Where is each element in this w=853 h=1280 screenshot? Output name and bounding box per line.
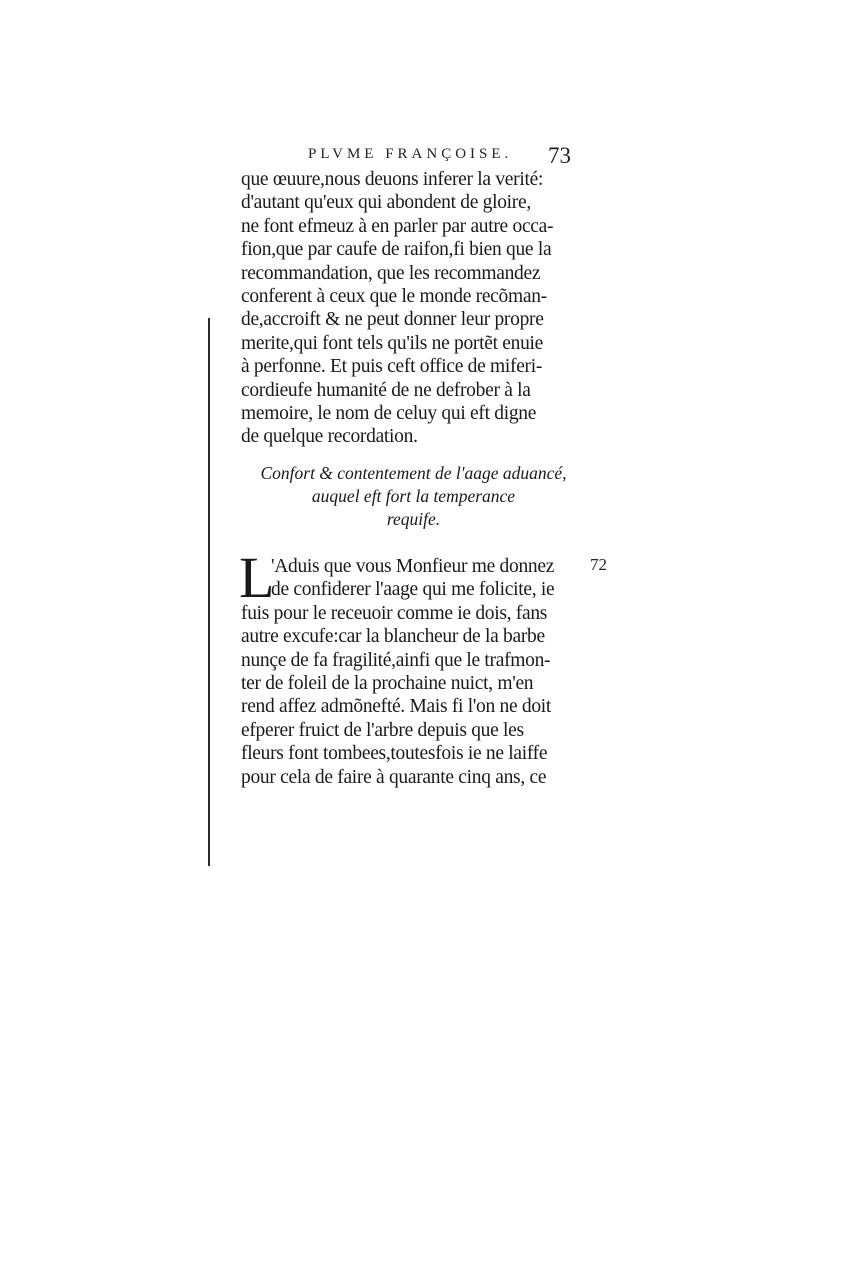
text-line: que œuure,nous deuons inferer la verité: (241, 169, 544, 190)
text-line: autre excufe:car la blancheur de la barbe (241, 626, 545, 648)
text-line: fuis pour le receuoir comme ie dois, fans (241, 602, 548, 624)
text-line: efperer fruict de l'arbre depuis que les (241, 719, 524, 741)
text-line: cordieufe humanité de ne defrober à la (241, 379, 531, 401)
paragraph-continued (241, 168, 586, 449)
text-line: recommandation, que les recommandez (241, 262, 541, 284)
heading-line: Confort & contentement de l'aage aduancé, (260, 463, 567, 483)
section-heading (241, 462, 586, 531)
text-line: ne font efmeuz à en parler par autre occa- (241, 215, 554, 237)
gutter-rule (208, 318, 210, 866)
drop-cap: L (239, 545, 275, 610)
text-line: memoire, le nom de celuy qui eft digne (241, 402, 537, 424)
text-line: merite,qui font tels qu'ils ne portẽt enuie (241, 332, 543, 354)
running-head-title: PLVME FRANÇOISE. (308, 146, 513, 162)
text-line: d'autant qu'eux qui abondent de gloire, (241, 192, 531, 214)
margin-note: 72 (590, 555, 607, 574)
text-line: conferent à ceux que le monde recõman- (241, 285, 547, 307)
text-line: à perfonne. Et puis ceft office de miferi- (241, 356, 543, 378)
text-line: rend affez admõnefté. Mais fi l'on ne doit (241, 696, 552, 718)
text-line: de,accroift & ne peut donner leur propre (241, 309, 544, 331)
text-line: 'Aduis que vous Monfieur me donnez (271, 556, 555, 577)
text-line: pour cela de faire à quarante cinq ans, ce (241, 766, 547, 788)
text-line: de quelque recordation. (241, 426, 418, 448)
text-line: fion,que par caufe de raifon,fi bien que la (241, 239, 552, 261)
heading-line: auquel eft fort la temperance (311, 486, 516, 506)
paragraph-new-section (239, 545, 586, 789)
text-line: de confiderer l'aage qui me folicite, ie (271, 579, 555, 601)
page-number: 73 (548, 143, 571, 168)
text-line: ter de foleil de la prochaine nuict, m'en (241, 672, 534, 694)
text-line: nunçe de fa fragilité,ainfi que le trafmon- (241, 649, 551, 671)
heading-line: requife. (386, 509, 441, 529)
text-line: fleurs font tombees,toutesfois ie ne laiffe (241, 743, 548, 765)
